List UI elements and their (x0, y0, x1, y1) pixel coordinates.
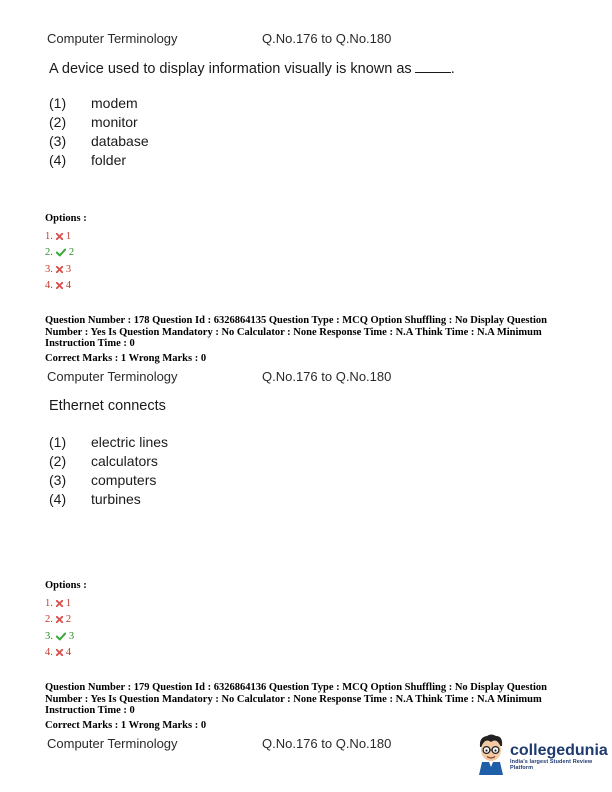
answer-list (45, 595, 74, 661)
cross-icon (56, 616, 63, 623)
section-label: Computer Terminology (47, 736, 178, 751)
option-row: (4) turbines (49, 491, 141, 507)
answer-list (45, 228, 74, 294)
cross-icon (56, 649, 63, 656)
cross-icon (56, 266, 63, 273)
option-row: (2) calculators (49, 453, 158, 469)
collegedunia-logo (474, 733, 612, 780)
check-icon (56, 248, 66, 257)
answer-option: 3. 3 (45, 630, 75, 642)
answer-option: 4. 4 (45, 280, 72, 292)
option-row: (3) computers (49, 472, 157, 488)
question-meta: Question Number : 178 Question Id : 6326864135 Question Type : MCQ Option Shuffling : No Display Question Number : Yes Is Question Mandatory : No Calculator : None Response Time : N.A Think Time : N.A Minimum Instruction Time : 0 (45, 315, 548, 349)
cross-icon (56, 282, 63, 289)
answer-option: 1. 1 (45, 597, 72, 609)
answer-option: 4. 4 (45, 647, 72, 659)
answer-option: 1. 1 (45, 230, 72, 242)
marks-info: Correct Marks : 1 Wrong Marks : 0 (45, 353, 207, 364)
check-icon (56, 632, 66, 641)
mascot-icon (474, 733, 508, 780)
option-row: (4) folder (49, 152, 127, 168)
cross-icon (56, 233, 63, 240)
question-text: A device used to display information visually is known as . (49, 61, 455, 77)
options-label: Options : (45, 580, 87, 591)
option-row: (1) electric lines (49, 434, 169, 450)
marks-info: Correct Marks : 1 Wrong Marks : 0 (45, 720, 207, 731)
answer-option: 2. 2 (45, 614, 72, 626)
option-row: (2) monitor (49, 114, 138, 130)
answer-option: 2. 2 (45, 247, 75, 259)
question-meta: Question Number : 179 Question Id : 6326864136 Question Type : MCQ Option Shuffling : No Display Question Number : Yes Is Question Mandatory : No Calculator : None Response Time : N.A Think Time : N.A Minimum Instruction Time : 0 (45, 682, 548, 716)
option-row: (3) database (49, 133, 149, 149)
section-label: Computer Terminology (47, 369, 178, 384)
question-range: Q.No.176 to Q.No.180 (262, 736, 392, 751)
option-row: (1) modem (49, 95, 138, 111)
answer-option: 3. 3 (45, 263, 72, 275)
section-label: Computer Terminology (47, 31, 178, 46)
question-options (49, 434, 168, 510)
options-label: Options : (45, 213, 87, 224)
question-range: Q.No.176 to Q.No.180 (262, 369, 392, 384)
question-range: Q.No.176 to Q.No.180 (262, 31, 392, 46)
question-options (49, 95, 149, 171)
cross-icon (56, 600, 63, 607)
question-text: Ethernet connects (49, 398, 166, 414)
brand-name: collegedunia (510, 741, 608, 759)
brand-tagline: India's largest Student Review Platform (510, 758, 593, 771)
answer-blank (415, 61, 451, 73)
